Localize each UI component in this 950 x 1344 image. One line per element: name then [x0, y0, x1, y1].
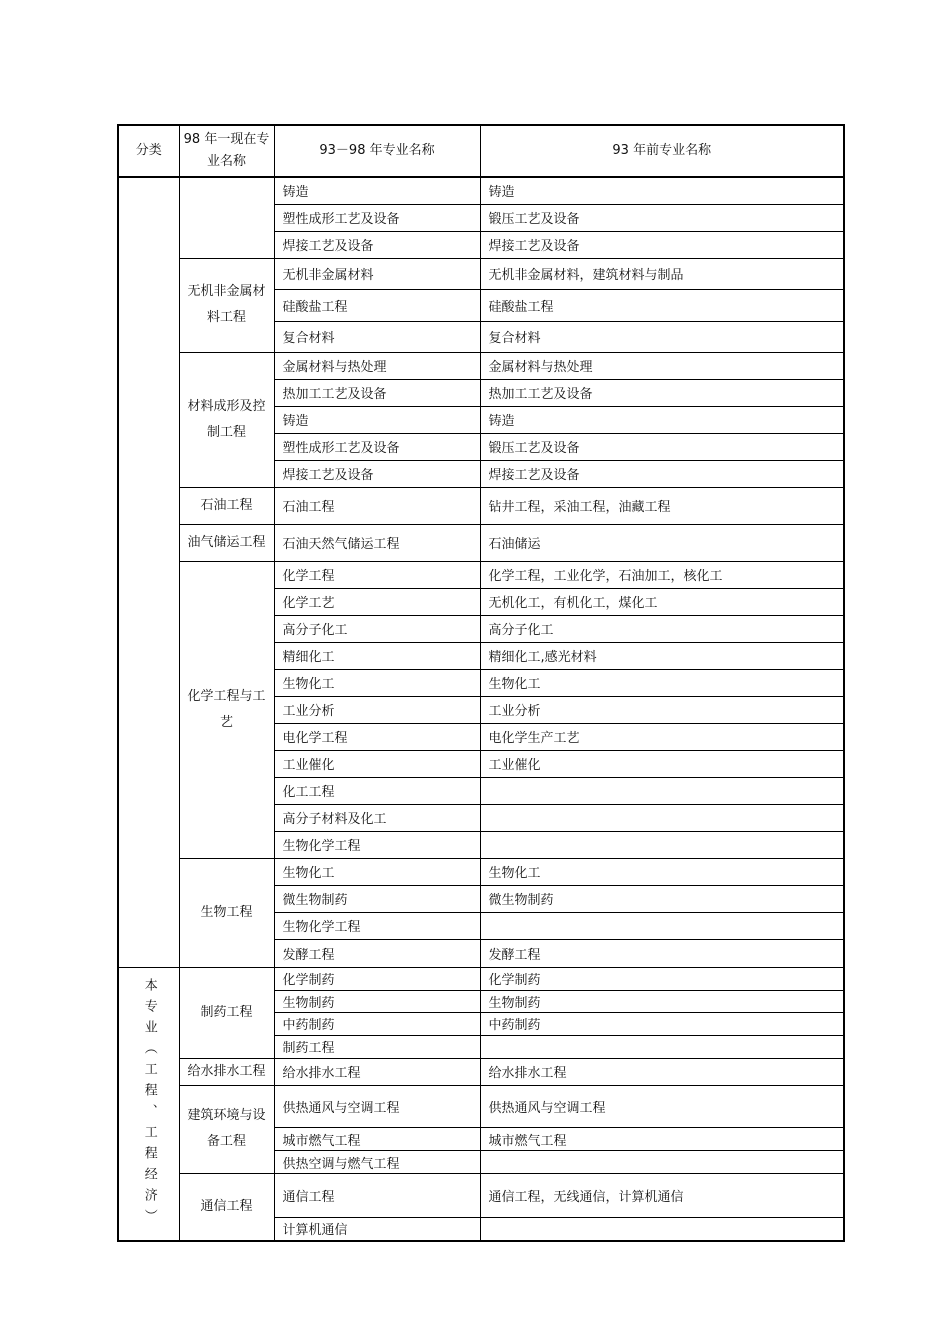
major-pre-93: 生物化工 [480, 669, 844, 696]
current-major-name: 材料成形及控制工程 [179, 352, 274, 487]
header-pre-93-name: 93 年前专业名称 [480, 125, 844, 177]
major-pre-93 [480, 1151, 844, 1174]
major-pre-93: 无机非金属材料，建筑材料与制品 [480, 258, 844, 289]
major-pre-93: 精细化工,感光材料 [480, 642, 844, 669]
header-row [118, 125, 844, 177]
major-pre-93: 焊接工艺及设备 [480, 231, 844, 258]
table-row [118, 858, 844, 885]
major-pre-93: 石油储运 [480, 524, 844, 561]
table-row [118, 1058, 844, 1085]
major-93-98: 生物制药 [274, 990, 480, 1012]
major-pre-93: 锻压工艺及设备 [480, 204, 844, 231]
major-pre-93 [480, 777, 844, 804]
current-major-name: 油气储运工程 [179, 524, 274, 561]
major-pre-93: 铸造 [480, 406, 844, 433]
major-93-98: 生物化学工程 [274, 831, 480, 858]
major-93-98: 电化学工程 [274, 723, 480, 750]
category-cell [118, 967, 179, 1241]
major-comparison-table [117, 124, 845, 1242]
major-pre-93 [480, 831, 844, 858]
major-93-98: 制药工程 [274, 1035, 480, 1058]
major-93-98: 石油工程 [274, 487, 480, 524]
major-93-98: 化工工程 [274, 777, 480, 804]
major-pre-93: 复合材料 [480, 321, 844, 352]
table-row [118, 352, 844, 379]
major-pre-93: 生物化工 [480, 858, 844, 885]
category-label: 本专业（工程、工程经济） [141, 977, 157, 1230]
major-pre-93 [480, 1035, 844, 1058]
major-pre-93: 供热通风与空调工程 [480, 1085, 844, 1128]
major-93-98: 塑性成形工艺及设备 [274, 204, 480, 231]
major-93-98: 高分子化工 [274, 615, 480, 642]
major-93-98: 工业催化 [274, 750, 480, 777]
current-major-name: 建筑环境与设备工程 [179, 1085, 274, 1174]
major-93-98: 化学工艺 [274, 588, 480, 615]
current-major-name: 化学工程与工艺 [179, 561, 274, 858]
major-pre-93: 热加工工艺及设备 [480, 379, 844, 406]
major-93-98: 生物化工 [274, 669, 480, 696]
major-93-98: 焊接工艺及设备 [274, 460, 480, 487]
current-major-name: 无机非金属材料工程 [179, 258, 274, 352]
major-93-98: 工业分析 [274, 696, 480, 723]
header-category: 分类 [118, 125, 179, 177]
major-93-98: 中药制药 [274, 1012, 480, 1035]
table-row [118, 561, 844, 588]
major-93-98: 金属材料与热处理 [274, 352, 480, 379]
header-current-name: 98 年一现在专业名称 [179, 125, 274, 177]
major-pre-93 [480, 1218, 844, 1241]
table-row [118, 1174, 844, 1218]
major-93-98: 生物化工 [274, 858, 480, 885]
major-pre-93 [480, 804, 844, 831]
major-pre-93: 无机化工，有机化工，煤化工 [480, 588, 844, 615]
major-pre-93: 工业分析 [480, 696, 844, 723]
major-pre-93 [480, 912, 844, 939]
major-93-98: 给水排水工程 [274, 1058, 480, 1085]
major-93-98: 计算机通信 [274, 1218, 480, 1241]
major-pre-93: 给水排水工程 [480, 1058, 844, 1085]
major-pre-93: 工业催化 [480, 750, 844, 777]
major-93-98: 铸造 [274, 406, 480, 433]
major-pre-93: 城市燃气工程 [480, 1128, 844, 1151]
major-93-98: 城市燃气工程 [274, 1128, 480, 1151]
major-93-98: 供热空调与燃气工程 [274, 1151, 480, 1174]
major-pre-93: 硅酸盐工程 [480, 289, 844, 321]
major-93-98: 发酵工程 [274, 939, 480, 967]
category-cell [118, 177, 179, 967]
major-pre-93: 化学制药 [480, 967, 844, 990]
current-major-name: 通信工程 [179, 1174, 274, 1241]
major-93-98: 生物化学工程 [274, 912, 480, 939]
table-row [118, 177, 844, 204]
major-pre-93: 微生物制药 [480, 885, 844, 912]
current-major-name: 石油工程 [179, 487, 274, 524]
table-row [118, 967, 844, 990]
major-93-98: 高分子材料及化工 [274, 804, 480, 831]
header-93-98-name: 93－98 年专业名称 [274, 125, 480, 177]
current-major-name: 制药工程 [179, 967, 274, 1058]
table-row [118, 258, 844, 289]
table-row [118, 1085, 844, 1128]
major-93-98: 焊接工艺及设备 [274, 231, 480, 258]
major-93-98: 化学工程 [274, 561, 480, 588]
major-93-98: 精细化工 [274, 642, 480, 669]
major-pre-93: 生物制药 [480, 990, 844, 1012]
major-93-98: 塑性成形工艺及设备 [274, 433, 480, 460]
major-93-98: 复合材料 [274, 321, 480, 352]
current-major-name: 给水排水工程 [179, 1058, 274, 1085]
major-93-98: 硅酸盐工程 [274, 289, 480, 321]
major-pre-93: 焊接工艺及设备 [480, 460, 844, 487]
major-93-98: 热加工工艺及设备 [274, 379, 480, 406]
major-pre-93: 高分子化工 [480, 615, 844, 642]
major-93-98: 化学制药 [274, 967, 480, 990]
current-major-name: 生物工程 [179, 858, 274, 967]
major-pre-93: 中药制药 [480, 1012, 844, 1035]
table-row [118, 524, 844, 561]
major-93-98: 供热通风与空调工程 [274, 1085, 480, 1128]
current-major-name [179, 177, 274, 258]
table-row [118, 487, 844, 524]
major-pre-93: 铸造 [480, 177, 844, 204]
major-pre-93: 电化学生产工艺 [480, 723, 844, 750]
major-93-98: 无机非金属材料 [274, 258, 480, 289]
major-pre-93: 金属材料与热处理 [480, 352, 844, 379]
major-pre-93: 锻压工艺及设备 [480, 433, 844, 460]
major-93-98: 通信工程 [274, 1174, 480, 1218]
major-93-98: 石油天然气储运工程 [274, 524, 480, 561]
major-pre-93: 化学工程，工业化学，石油加工，核化工 [480, 561, 844, 588]
major-93-98: 微生物制药 [274, 885, 480, 912]
major-pre-93: 通信工程，无线通信，计算机通信 [480, 1174, 844, 1218]
major-pre-93: 钻井工程，采油工程，油藏工程 [480, 487, 844, 524]
major-pre-93: 发酵工程 [480, 939, 844, 967]
major-93-98: 铸造 [274, 177, 480, 204]
